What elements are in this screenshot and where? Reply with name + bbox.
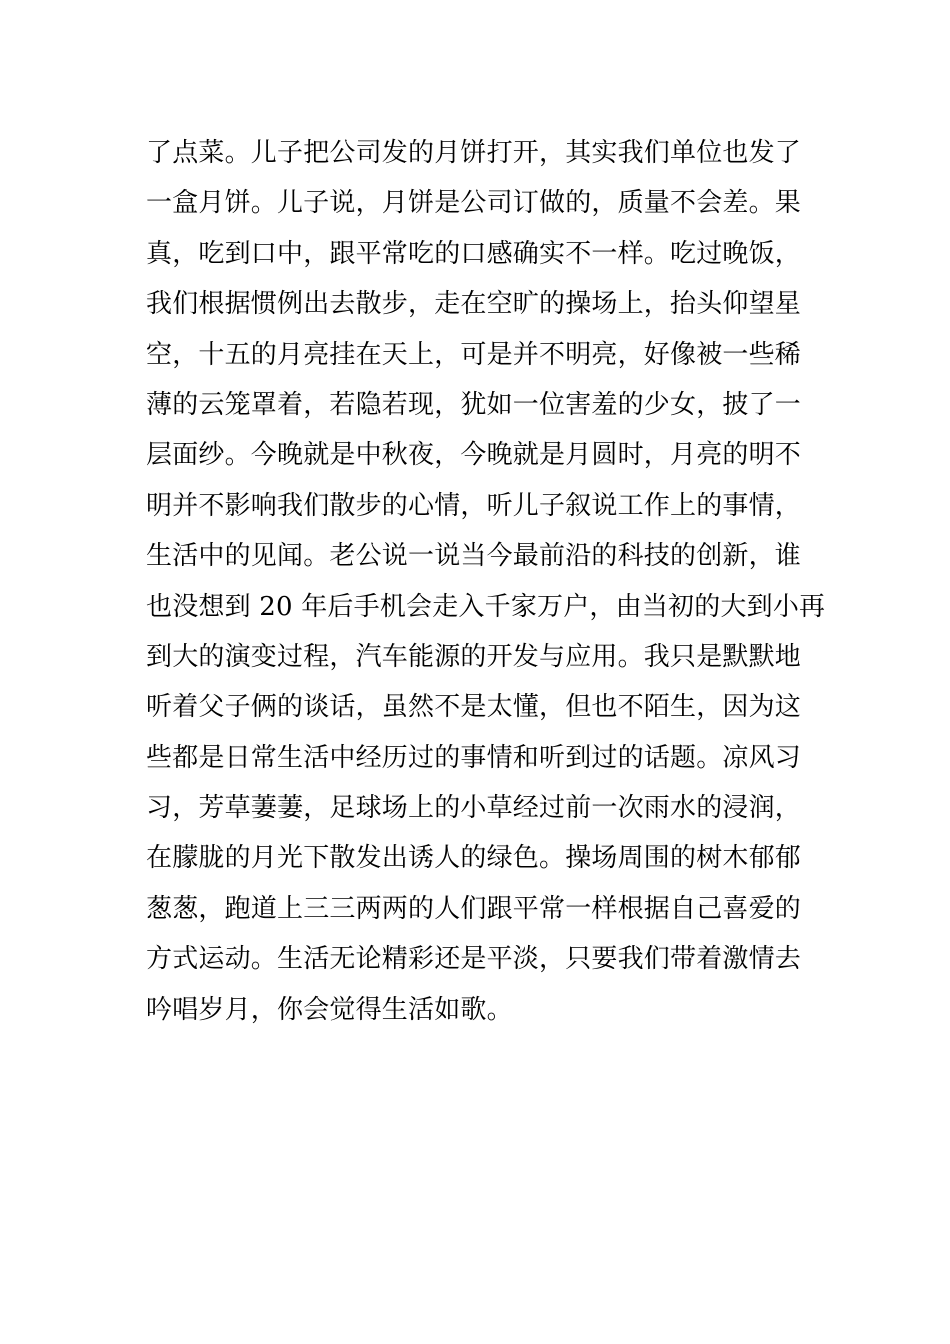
text-line: 薄的云笼罩着，若隐若现，犹如一位害羞的少女，披了一 [146, 389, 802, 420]
text-line: 明并不影响我们散步的心情，听儿子叙说工作上的事情， [146, 490, 802, 521]
text-line: 也没想到 20 年后手机会走入千家万户，由当初的大到小再 [146, 591, 826, 622]
text-line: 吟唱岁月，你会觉得生活如歌。 [146, 994, 513, 1025]
text-line: 习，芳草萋萋，足球场上的小草经过前一次雨水的浸润， [146, 793, 802, 824]
body-text [146, 128, 826, 1035]
text-line: 了点菜。儿子把公司发的月饼打开，其实我们单位也发了 [146, 138, 802, 168]
text-line: 一盒月饼。儿子说，月饼是公司订做的，质量不会差。果 [146, 188, 802, 219]
text-line: 葱葱，跑道上三三两两的人们跟平常一样根据自己喜爱的 [146, 893, 802, 924]
text-line: 方式运动。生活无论精彩还是平淡，只要我们带着激情去 [146, 944, 802, 975]
text-line: 我们根据惯例出去散步，走在空旷的操场上，抬头仰望星 [146, 289, 802, 320]
text-line: 空，十五的月亮挂在天上，可是并不明亮，好像被一些稀 [146, 339, 802, 370]
text-line: 层面纱。今晚就是中秋夜，今晚就是月圆时，月亮的明不 [146, 440, 802, 471]
text-line: 生活中的见闻。老公说一说当今最前沿的科技的创新，谁 [146, 541, 802, 572]
text-line: 听着父子俩的谈话，虽然不是太懂，但也不陌生，因为这 [146, 692, 802, 723]
text-line: 真，吃到口中，跟平常吃的口感确实不一样。吃过晚饭， [146, 238, 802, 269]
text-line: 些都是日常生活中经历过的事情和听到过的话题。凉风习 [146, 742, 802, 773]
text-line: 在朦胧的月光下散发出诱人的绿色。操场周围的树木郁郁 [146, 843, 802, 874]
text-line: 到大的演变过程，汽车能源的开发与应用。我只是默默地 [146, 641, 802, 672]
